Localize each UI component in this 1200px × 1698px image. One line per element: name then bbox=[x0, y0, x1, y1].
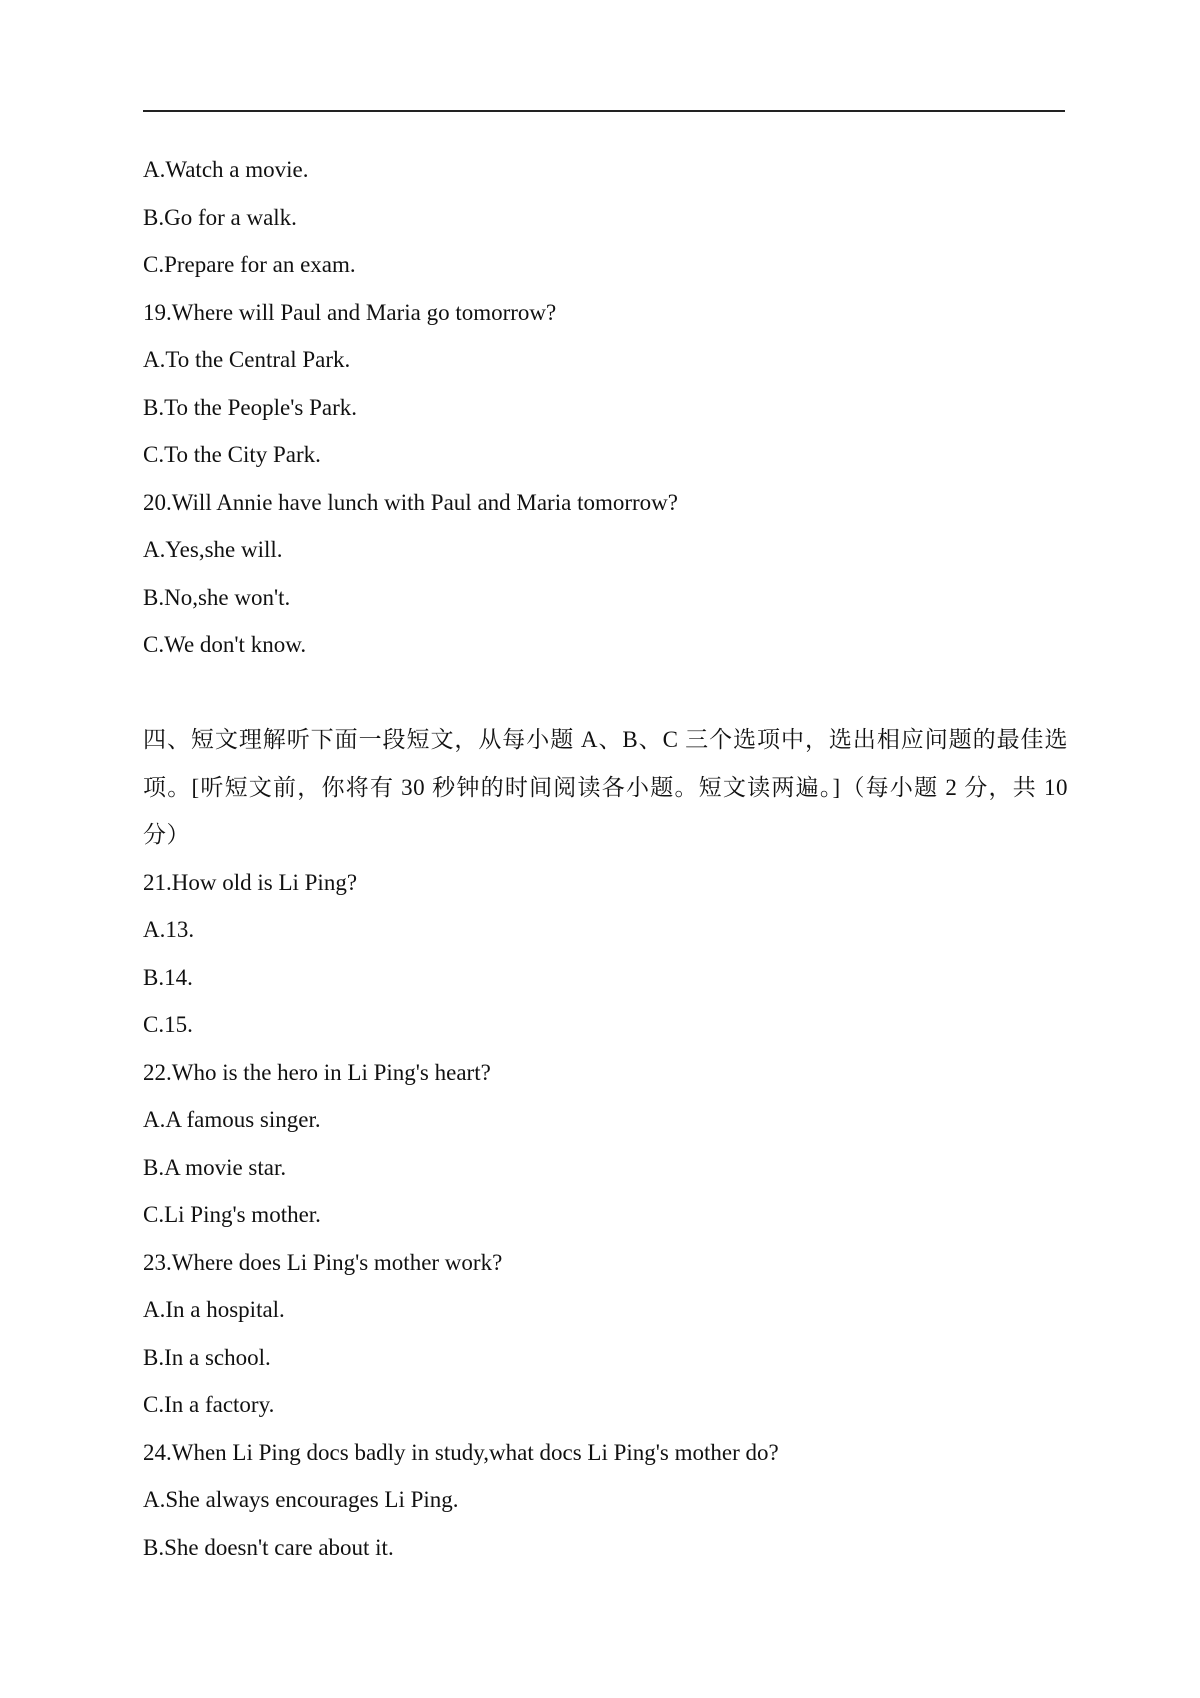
option-18a: A.Watch a movie. bbox=[143, 157, 309, 182]
option-20a: A.Yes,she will. bbox=[143, 537, 283, 562]
option-24b: B.She doesn't care about it. bbox=[143, 1534, 394, 1560]
section-gap bbox=[143, 669, 1068, 717]
option-18c: C.Prepare for an exam. bbox=[143, 252, 356, 277]
option-22a: A.A famous singer. bbox=[143, 1107, 321, 1132]
option-19b: B.To the People's Park. bbox=[143, 394, 357, 420]
option-19c: C.To the City Park. bbox=[143, 442, 321, 467]
option-22c: C.Li Ping's mother. bbox=[143, 1202, 321, 1227]
option-21b: B.14. bbox=[143, 964, 193, 990]
question-20: 20.Will Annie have lunch with Paul and Maria tomorrow? bbox=[143, 489, 678, 515]
question-21: 21.How old is Li Ping? bbox=[143, 869, 358, 895]
option-23c: C.In a factory. bbox=[143, 1392, 275, 1417]
option-20b: B.No,she won't. bbox=[143, 584, 291, 610]
option-22b: B.A movie star. bbox=[143, 1154, 287, 1180]
option-21a: A.13. bbox=[143, 917, 195, 942]
option-23b: B.In a school. bbox=[143, 1344, 271, 1370]
option-18b: B.Go for a walk. bbox=[143, 204, 297, 230]
document-body bbox=[143, 146, 1068, 1571]
question-23: 23.Where does Li Ping's mother work? bbox=[143, 1249, 503, 1275]
option-23a: A.In a hospital. bbox=[143, 1297, 285, 1322]
header-rule bbox=[143, 110, 1065, 112]
option-21c: C.15. bbox=[143, 1012, 193, 1037]
option-20c: C.We don't know. bbox=[143, 632, 307, 657]
question-19: 19.Where will Paul and Maria go tomorrow? bbox=[143, 299, 557, 325]
section-4-heading: 四、短文理解听下面一段短文，从每小题 A、B、C 三个选项中，选出相应问题的最佳选项。[听短文前，你将有 30 秒钟的时间阅读各小题。短文读两遍。]（每小题 2 分，共 10 分） bbox=[143, 727, 1068, 847]
option-24a: A.She always encourages Li Ping. bbox=[143, 1487, 459, 1512]
question-24: 24.When Li Ping docs badly in study,what docs Li Ping's mother do? bbox=[143, 1439, 779, 1465]
option-19a: A.To the Central Park. bbox=[143, 347, 351, 372]
question-22: 22.Who is the hero in Li Ping's heart? bbox=[143, 1059, 491, 1085]
